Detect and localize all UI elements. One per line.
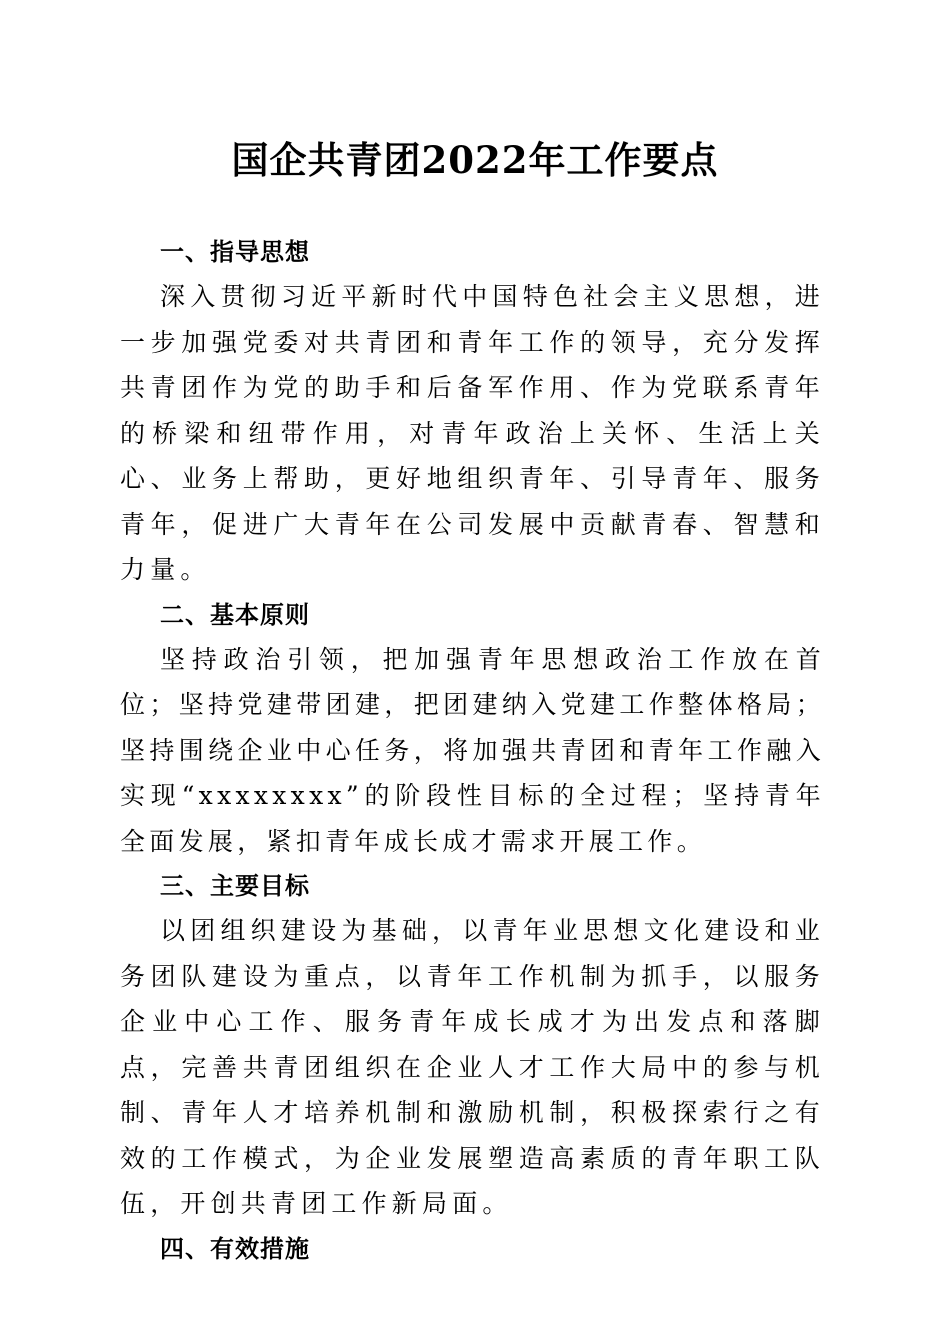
document-body xyxy=(120,230,825,1271)
section-heading: 四、有效措施 xyxy=(160,1234,310,1263)
section-basic-principles xyxy=(120,593,825,865)
section-heading: 一、指导思想 xyxy=(160,238,310,266)
document-title: 国企共青团2022年工作要点 xyxy=(231,138,719,182)
section-effective-measures xyxy=(120,1227,825,1271)
section-heading: 二、基本原则 xyxy=(160,600,310,629)
section-paragraph: 以团组织建设为基础，以青年业思想文化建设和业务团队建设为重点，以青年工作机制为抓手，以服务企业中心工作、服务青年成长成才为出发点和落脚点，完善共青团组织在企业人才工作大局中的参与机制、青年人才培养机制和激励机制，积极探索行之有效的工作模式，为企业发展塑造高素质的青年职工队伍，开创共青团工作新局面。 xyxy=(120,916,825,1218)
section-heading: 三、主要目标 xyxy=(160,872,310,900)
section-paragraph: 坚持政治引领，把加强青年思想政治工作放在首位；坚持党建带团建，把团建纳入党建工作整体格局；坚持围绕企业中心任务，将加强共青团和青年工作融入实现“xxxxxxxx”的阶段性目标的全过程；坚持青年全面发展，紧扣青年成长成才需求开展工作。 xyxy=(120,644,825,856)
section-main-objectives xyxy=(120,864,825,1227)
section-guiding-ideology xyxy=(120,230,825,593)
section-paragraph: 深入贯彻习近平新时代中国特色社会主义思想，进一步加强党委对共青团和青年工作的领导，充分发挥共青团作为党的助手和后备军作用、作为党联系青年的桥梁和纽带作用，对青年政治上关怀、生活上关心、业务上帮助，更好地组织青年、引导青年、服务青年，促进广大青年在公司发展中贡献青春、智慧和力量。 xyxy=(120,282,825,584)
